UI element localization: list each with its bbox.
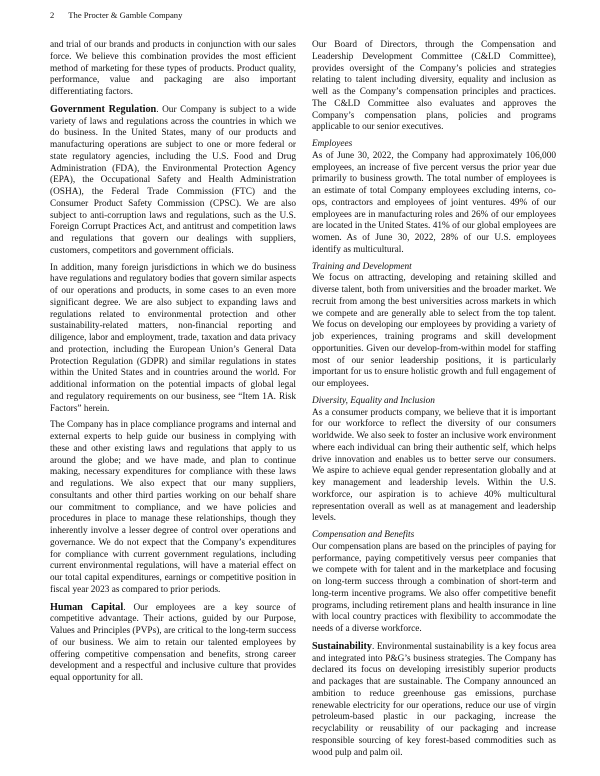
right-column bbox=[312, 40, 556, 764]
section-heading-sustainability: Sustainability bbox=[312, 640, 373, 652]
paragraph-text: . Our employees are a key source of competitive advantage. Their actions, guided by our Purpose, Values and Principles (PVPs), are critical to the long-term success of our business. We aim to retain our talented employees by offering competitive compensation and benefits, strong career development and a respectful and inclusive culture that provides equal opportunity for all. bbox=[50, 602, 296, 683]
paragraph-sustainability bbox=[312, 641, 556, 760]
paragraph-text: . Environmental sustainability is a key focus area and integrated into P&G’s business strategies. The Company has declared its focus on developing irresistibly superior products and packages that are sustainable. The Company announced an ambition to reduce greenhouse gas emissions, purchase renewable electricity for our operations, reduce our use of virgin petroleum-based plastic in our packaging, increase the recyclability or reusability of our packaging and increase responsible sourcing of key forest-based commodities such as wood pulp and palm oil. bbox=[312, 641, 556, 758]
paragraph-text: . Our Company is subject to a wide variety of laws and regulations across the countries in which we do business. In the United States, many of our products and manufacturing operations are subject to one or more federal or state regulatory agencies, including the U.S. Food and Drug Administration (FDA), the Environmental Protection Agency (EPA), the Occupational Safety and Health Administration (OSHA), the Federal Trade Commission (FTC) and the Consumer Product Safety Commission (CPSC). We are also subject to anti-corruption laws and regulations, such as the U.S. Foreign Corrupt Practices Act, and antitrust and competition laws and regulations that govern our dealings with suppliers, customers, competitors and government officials. bbox=[50, 104, 297, 256]
paragraph-human-capital bbox=[50, 602, 296, 685]
subheading-training: Training and Development bbox=[312, 261, 412, 272]
paragraph-marketing: and trial of our brands and products in conjunction with our sales force. We believe this combination provides the most efficient method of marketing for these types of products. Product quality, performance, value and packaging are also important differentiating factors. bbox=[50, 40, 296, 97]
left-column bbox=[50, 40, 296, 690]
section-heading-human-capital: Human Capital bbox=[50, 601, 124, 613]
paragraph-board: Our Board of Directors, through the Compensation and Leadership Development Committee (C&LD Committee), provides oversight of the Company’s policies and strategies relating to talent including diversity, equality and inclusion as well as the Company’s compensation principles and practices. The C&LD Committee also evaluates and approves the Company’s compensation plans, policies and programs applicable to our senior executives. bbox=[312, 40, 556, 133]
subheading-compensation: Compensation and Benefits bbox=[312, 530, 415, 540]
subheading-employees: Employees bbox=[312, 139, 353, 149]
paragraph-government-regulation bbox=[50, 104, 296, 258]
subheading-dei: Diversity, Equality and Inclusion bbox=[312, 395, 435, 406]
paragraph-compensation: Our compensation plans are based on the principles of paying for performance, paying competitively versus peer companies that we compete with for talent and in the marketplace and focusing on long-term success through a combination of short-term and long-term incentive programs. We also offer competitive benefit programs, including retirement plans and health insurance in line with local country practices with flexibility to accommodate the needs of a diverse workforce. bbox=[312, 541, 556, 634]
paragraph-dei: As a consumer products company, we believe that it is important for our workforce to reflect the diversity of our consumers worldwide. We also seek to foster an inclusive work environment where each individual can bring their authentic self, which helps drive innovation and enables us to better serve our consumers. We aspire to achieve equal gender representation globally and at key management and leadership levels. Within the U.S. workforce, our aspiration is to achieve 40% multicultural representation overall as well as at management and leadership levels. bbox=[312, 407, 556, 524]
page-header bbox=[50, 10, 182, 20]
company-name: The Procter & Gamble Company bbox=[68, 10, 183, 20]
paragraph-employees: As of June 30, 2022, the Company had approximately 106,000 employees, an increase of five percent versus the prior year due primarily to business growth. The total number of employees is an estimate of total Company employees excluding interns, co-ops, contractors and employees of joint ventures. 49% of our employees are in manufacturing roles and 26% of our employees are located in the United States. 41% of our global employees are women. As of June 30, 2022, 28% of our U.S. employees identify as multicultural. bbox=[312, 150, 556, 255]
paragraph-compliance: The Company has in place compliance programs and internal and external experts to help guide our business in complying with these and other existing laws and regulations that apply to us around the globe; and we have made, and plan to continue making, necessary expenditures for compliance with these laws and regulations. We also expect that our many suppliers, consultants and other third parties working on our behalf share our commitment to compliance, and we have policies and procedures in place to manage these relationships, though they inherently involve a lesser degree of control over operations and governance. We do not expect that the Company’s expenditures for compliance with current government regulations, including current environmental regulations, will have a material effect on our total capital expenditures, earnings or competitive position in fiscal year 2023 as compared to prior periods. bbox=[50, 420, 296, 595]
paragraph-training: We focus on attracting, developing and retaining skilled and diverse talent, both from universities and the broader market. We recruit from among the best universities across markets in which we compete and are generally able to select from the top talent. We focus on developing our employees by providing a variety of job experiences, training programs and skill development opportunities. Given our develop-from-within model for staffing most of our senior leadership positions, it is particularly important for us to ensure holistic growth and full engagement of our employees. bbox=[312, 273, 556, 389]
paragraph-foreign-jurisdictions: In addition, many foreign jurisdictions in which we do business have regulations and regulatory bodies that govern similar aspects of our operations and products, in some cases to an even more significant degree. We are also subject to expanding laws and regulations related to environmental protection and other sustainability-related matters, non-financial reporting and diligence, labor and employment, trade, taxation and data privacy and protection, including the European Union’s General Data Protection Regulation (GDPR) and similar regulations in states within the United States and in countries around the world. For additional information on the potential impacts of global legal and regulatory requirements on our business, see “Item 1A. Risk Factors” herein. bbox=[50, 262, 296, 414]
section-heading-government-regulation: Government Regulation bbox=[50, 103, 157, 115]
page-number: 2 bbox=[50, 10, 55, 20]
